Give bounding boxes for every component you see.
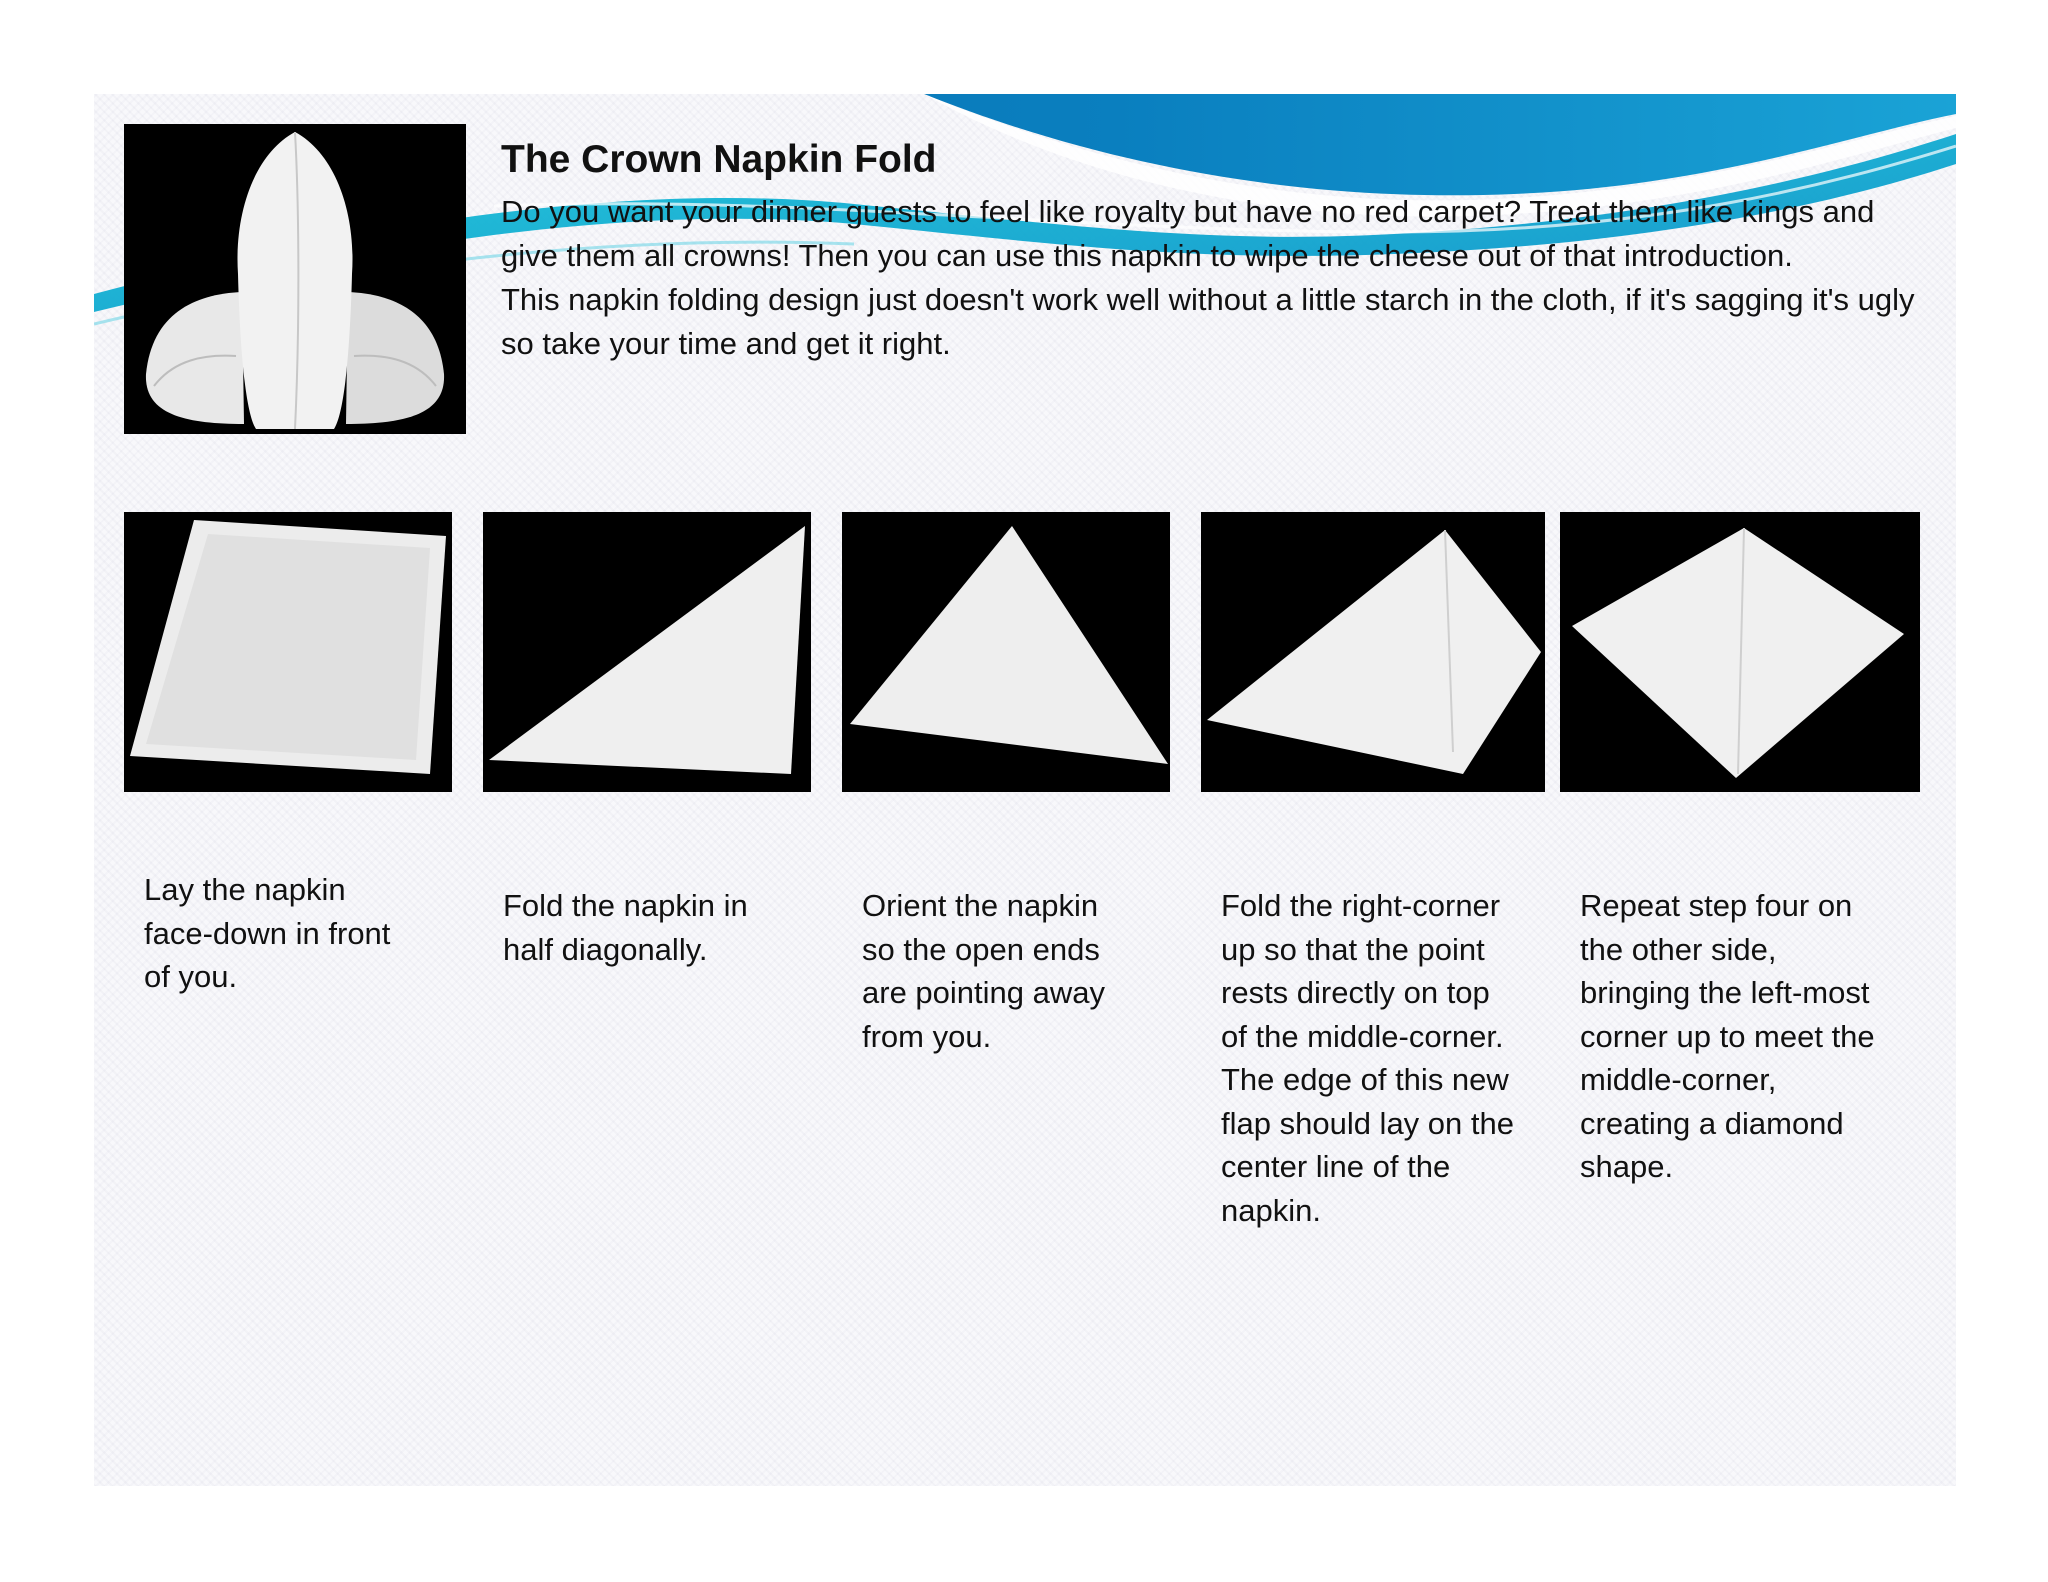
crown-napkin-photo [124, 124, 466, 434]
intro-paragraph: This napkin folding design just doesn't work well without a little starch in the cloth, if it's sagging it's ugly so take your time and get it right. [501, 282, 1915, 361]
intro-paragraph: Do you want your dinner guests to feel like royalty but have no red carpet? Treat them like kings and give them all crowns! Then you can use this napkin to wipe the cheese out of that introduction. [501, 194, 1875, 273]
step-4-photo [1201, 512, 1545, 792]
step-1-photo [124, 512, 452, 792]
step-2-photo [483, 512, 811, 792]
step-5-photo [1560, 512, 1920, 792]
intro-text [501, 190, 1921, 366]
step-5-text: Repeat step four on the other side, bringing the left-most corner up to meet the middle-corner, creating a diamond shape. [1580, 888, 1875, 1184]
step-4-text: Fold the right-corner up so that the point rests directly on top of the middle-corner. The edge of this new flap should lay on the center line of the napkin. [1221, 888, 1514, 1228]
page-title: The Crown Napkin Fold [501, 138, 937, 181]
step-1-text: Lay the napkin face-down in front of you. [144, 872, 391, 994]
slide [94, 94, 1956, 1486]
step-3-text: Orient the napkin so the open ends are pointing away from you. [862, 888, 1105, 1054]
step-3-photo [842, 512, 1170, 792]
step-2-text: Fold the napkin in half diagonally. [503, 888, 748, 967]
